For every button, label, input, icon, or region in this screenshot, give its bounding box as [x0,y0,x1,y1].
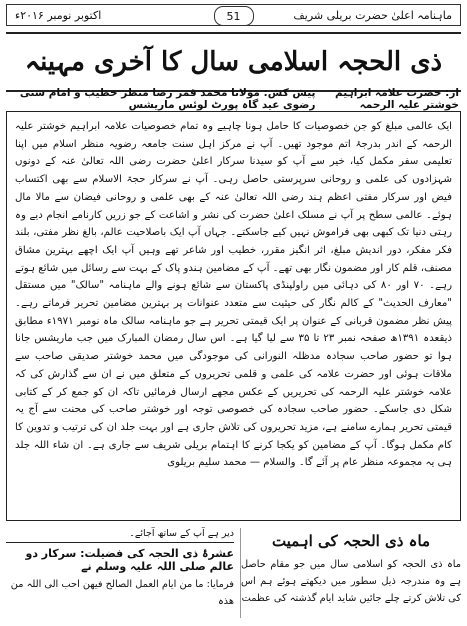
section-virtue [6,528,234,620]
presenter-line: پیش کش: مولانا محمد قمر رضا منظر خطیب و امام سنی رضوی عید گاہ پورٹ لوئس ماریشس [19,87,316,111]
article-title: ذی الحجہ اسلامی سال کا آخری مہینہ [24,47,443,77]
issue-date: اکتوبر نومبر ۲۰۱۶ء [15,8,102,22]
section-importance [241,528,461,620]
title-band [6,32,461,92]
running-header [6,4,461,26]
article-intro-text: ایک عالمی مبلغ کو جن خصوصیات کا حامل ہونا چاہیے وہ تمام خصوصیات علامہ ابراہیم خوشتر علیہ الرحمہ کے اندر بدرجۂ اتم موجود تھیں۔ آپ نے مرکز اہل سنت جامعہ رضویہ منظر اسلام میں اپنا تعلیمی سفر مکمل کیا، خیر سے آپ کو سیدنا سرکار اعلیٰ حضرت رضی اللہ تعالیٰ عنہ کے دونوں شہزادوں کی علمی و روحانی سرپرستی حاصل رہی۔ آپ نے سرکار حجۃ الاسلام سے بھی اکتساب فیض اور سرکار مفتی اعظم ہند رضی اللہ تعالیٰ عنہ کے بھی علمی و روحانی فیضان سے مالا مال ہوئے۔ عالمی سطح پر آپ نے مسلک اعلیٰ حضرت کی نشر و اشاعت کے جو زریں کارنامے انجام دیے وہ رہتی دنیا تک کبھی بھی فراموش نہیں کیے جاسکتے۔ جہاں آپ ایک باصلاحیت عالم، بالغ نظر مفتی، بلند فکر مفکر، دور اندیش مبلغ، اثر انگیز مقرر، خطیب اور شاعر تھے وہیں آپ ایک اچھے بہترین مشاق مصنف، قلم کار اور مضمون نگار بھی تھے۔ آپ کے مضامین ہندو پاک کے بہت سے رسائل میں شائع ہوتے رہے۔ ۷۰ اور ۸۰ کی دہائی میں راولپنڈی پاکستان سے شائع ہونے والے ماہنامہ "سالک" میں مستقل "معارف الحدیث" کے کالم نگار کی حیثیت سے متعدد عنوانات پر بہترین مضامین تحریر فرماتے رہے۔ پیش نظر مضمون قربانی کے عنوان پر ایک قیمتی تحریر ہے جو ماہنامہ سالک ماہ نومبر ۱۹۷۱ء مطابق ذیقعدہ ۱۳۹۱ھ صفحہ نمبر ۲۳ تا ۳۵ سے لیا گیا ہے۔ اس سال رمضان المبارک میں جب ماریشس جانا ہوا تو حضور صاحب سجادہ مدظلہ النورانی کی موجودگی میں محمد خوشتر صدیقی صاحب سے ملاقات ہوئی اور حضرت علامہ کی علمی و قلمی تحریروں کے متعلق میں نے ان سے گذارش کی کہ علامہ خوشتر علیہ الرحمہ کی تحریریں کے عکس مجھے ارسال فرمائیں تاکہ ان کو جمع کر کے کتابی شکل دی جاسکے۔ حضور صاحب سجادہ کی خصوصی توجہ اور خوشتر صاحب کی محنت سے آج یہ قیمتی تحریر ہمارے سامنے ہے، مزید تحریروں کی تلاش جاری ہے اور بہت جلد ان کی ترتیب و تدوین کا کام مکمل ہوگا۔ آپ کے مضامین کو یکجا کرنے کا اہتمام بریلی شریف سے جاری ہے۔ ان شاء اللہ جلد ہی یہ مجموعہ منظر عام پر آئے گا۔ والسلام — محمد سلیم بریلوی [15,121,452,469]
page-number: 51 [214,6,254,26]
byline [6,87,461,111]
article-intro-box [6,111,461,521]
magazine-name: ماہنامہ اعلیٰ حضرت بریلی شریف [293,8,452,22]
author-line: از: حضرت علامہ ابراہیم خوشتر علیہ الرحمہ [335,87,459,111]
section-text: ماہ ذی الحجہ کو اسلامی سال میں جو مقام حاصل ہے وہ مندرجہ ذیل سطور میں دیکھتے ہوئے ہم اس کی تلاش کرتے چلے جائیں شاید ایام گذشتہ کی عظمت [241,559,461,604]
virtue-heading: عشرۂ ذی الحجہ کی فضیلت: سرکار دو عالم صلی اللہ علیہ وسلم نے [25,547,234,573]
column-divider [240,528,241,618]
section-heading: ماہ ذی الحجہ کی اہمیت [271,532,431,550]
continued-text: دیر ہے آپ کے ساتھ آجائے۔ [6,528,234,543]
virtue-text: فرمایا: ما من ایام العمل الصالح فیھن احب الی اللہ من ھذہ [10,579,234,607]
